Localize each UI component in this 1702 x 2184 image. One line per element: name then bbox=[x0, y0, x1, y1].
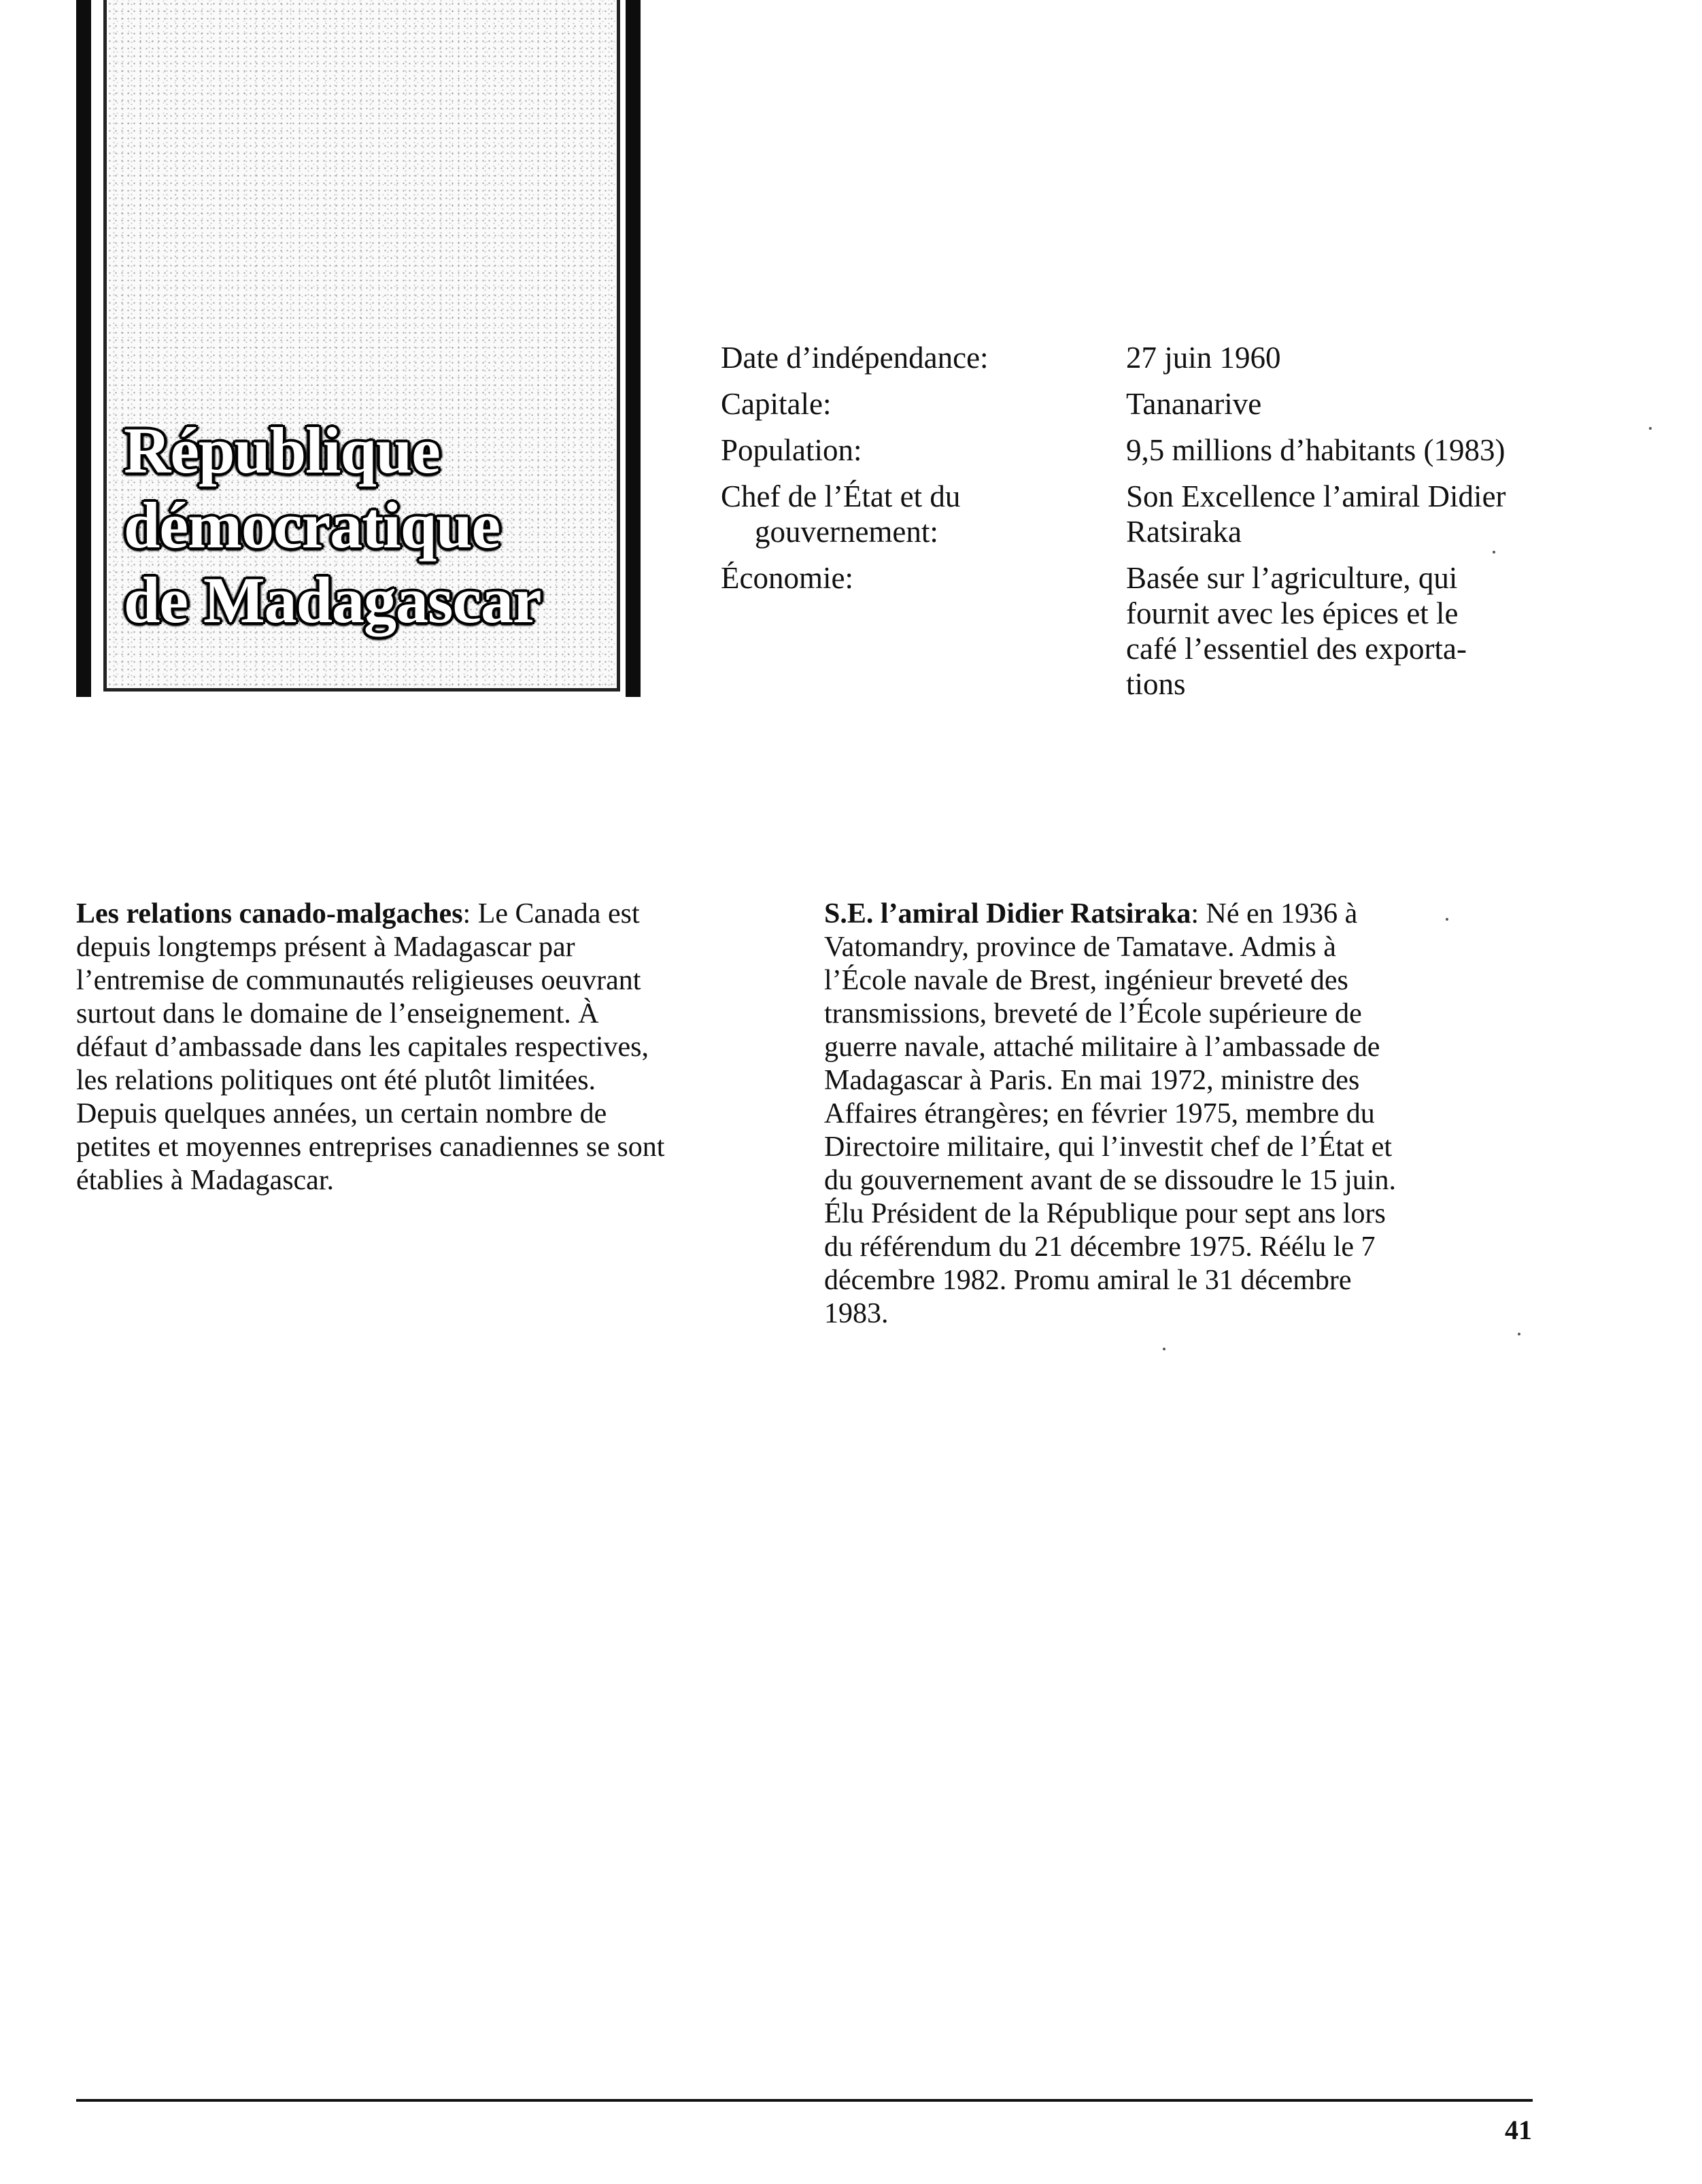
fact-value-line: 27 juin 1960 bbox=[1126, 341, 1281, 375]
paragraph-line: Depuis quelques années, un certain nombre de bbox=[76, 1098, 607, 1129]
paragraph-line: du référendum du 21 décembre 1975. Réélu le 7 bbox=[824, 1231, 1376, 1263]
fact-value-line: Basée sur l’agriculture, qui bbox=[1126, 561, 1458, 595]
panel-right-bar bbox=[626, 0, 641, 697]
paragraph-line: décembre 1982. Promu amiral le 31 décembre bbox=[824, 1265, 1352, 1296]
paragraph-line: établies à Madagascar. bbox=[76, 1165, 334, 1196]
paragraph-line: du gouvernement avant de se dissoudre le 15 juin. bbox=[824, 1165, 1396, 1196]
fact-value-line: tions bbox=[1126, 667, 1186, 701]
fact-value-line: Tananarive bbox=[1126, 387, 1262, 421]
fact-sheet bbox=[721, 340, 1564, 713]
fact-label-line: Capitale: bbox=[721, 387, 832, 421]
fact-label-line: gouvernement: bbox=[755, 515, 938, 549]
ratsiraka-biography-paragraph bbox=[824, 898, 1559, 1331]
paragraph-line: Élu Président de la République pour sept ans lors bbox=[824, 1198, 1386, 1229]
paragraph-lead: S.E. l’amiral Didier Ratsiraka bbox=[824, 898, 1191, 929]
paragraph-line: Affaires étrangères; en février 1975, membre du bbox=[824, 1098, 1375, 1129]
scan-speck bbox=[1446, 918, 1448, 921]
scan-speck bbox=[1518, 1333, 1520, 1335]
paragraph-text: : Né en 1936 à bbox=[1191, 898, 1358, 929]
paragraph-line: guerre navale, attaché militaire à l’ambassade de bbox=[824, 1031, 1380, 1063]
fact-label-line: Population: bbox=[721, 433, 862, 467]
fact-value-line: Ratsiraka bbox=[1126, 515, 1242, 549]
fact-label-line: Économie: bbox=[721, 561, 853, 595]
fact-label bbox=[721, 560, 1126, 702]
page-title bbox=[124, 413, 541, 638]
fact-value bbox=[1126, 479, 1561, 549]
page-number: 41 bbox=[1505, 2115, 1532, 2145]
canada-madagascar-relations-paragraph bbox=[76, 898, 770, 1197]
fact-label bbox=[721, 432, 1126, 468]
scan-speck bbox=[1649, 427, 1652, 430]
title-panel bbox=[76, 0, 641, 697]
fact-value bbox=[1126, 560, 1561, 702]
fact-row-head-of-state bbox=[721, 479, 1564, 549]
paragraph-line: depuis longtemps présent à Madagascar par bbox=[76, 932, 575, 963]
paragraph-text: : Le Canada est bbox=[462, 898, 640, 929]
footer-rule bbox=[76, 2099, 1533, 2102]
fact-label bbox=[721, 386, 1126, 422]
fact-label-line: Date d’indépendance: bbox=[721, 341, 989, 375]
fact-label bbox=[721, 340, 1126, 375]
paragraph-line bbox=[76, 898, 770, 931]
paragraph-line bbox=[824, 898, 1559, 931]
fact-label-line: Chef de l’État et du bbox=[721, 479, 961, 513]
scan-speck bbox=[1163, 1348, 1165, 1350]
fact-value bbox=[1126, 386, 1561, 422]
paragraph-line: défaut d’ambassade dans les capitales respectives, bbox=[76, 1031, 649, 1063]
scan-speck bbox=[1493, 551, 1495, 553]
paragraph-line: Madagascar à Paris. En mai 1972, ministre des bbox=[824, 1065, 1360, 1096]
paragraph-lead: Les relations canado-malgaches bbox=[76, 898, 463, 929]
fact-row-capital bbox=[721, 386, 1564, 422]
paragraph-line: les relations politiques ont été plutôt limitées. bbox=[76, 1065, 596, 1096]
fact-row-independence bbox=[721, 340, 1564, 375]
paragraph-line: transmissions, breveté de l’École supérieure de bbox=[824, 998, 1362, 1029]
title-line: République bbox=[124, 414, 440, 487]
fact-value-line: 9,5 millions d’habitants (1983) bbox=[1126, 433, 1505, 467]
fact-value bbox=[1126, 340, 1561, 375]
fact-label bbox=[721, 479, 1126, 549]
fact-value bbox=[1126, 432, 1561, 468]
fact-row-population bbox=[721, 432, 1564, 468]
title-line: démocratique bbox=[124, 489, 500, 562]
paragraph-line: surtout dans le domaine de l’enseignement. À bbox=[76, 998, 599, 1029]
paragraph-line: petites et moyennes entreprises canadiennes se sont bbox=[76, 1131, 665, 1163]
paragraph-line: l’entremise de communautés religieuses oeuvrant bbox=[76, 965, 641, 996]
fact-value-line: café l’essentiel des exporta- bbox=[1126, 632, 1467, 666]
fact-value-line: fournit avec les épices et le bbox=[1126, 596, 1459, 630]
paragraph-line: Vatomandry, province de Tamatave. Admis à bbox=[824, 932, 1336, 963]
fact-row-economy bbox=[721, 560, 1564, 702]
paragraph-line: Directoire militaire, qui l’investit chef de l’État et bbox=[824, 1131, 1393, 1163]
panel-left-bar bbox=[76, 0, 91, 697]
fact-value-line: Son Excellence l’amiral Didier bbox=[1126, 479, 1506, 513]
title-line: de Madagascar bbox=[124, 564, 541, 636]
paragraph-line: 1983. bbox=[824, 1298, 889, 1329]
paragraph-line: l’École navale de Brest, ingénieur breveté des bbox=[824, 965, 1348, 996]
